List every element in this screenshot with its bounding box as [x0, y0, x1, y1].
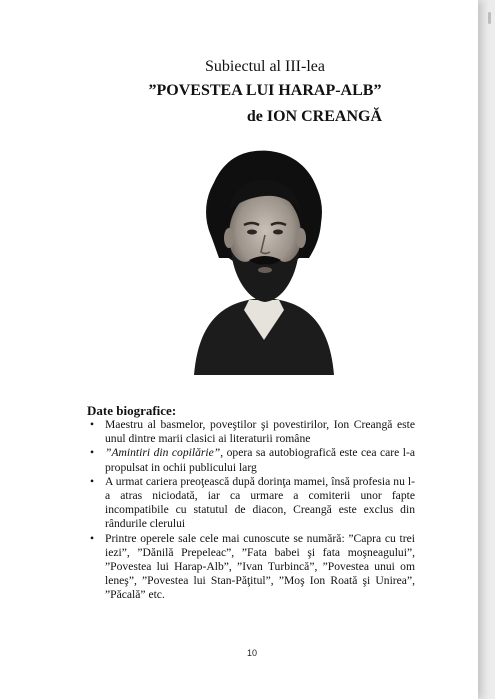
- bio-item-text: , opera sa autobiografică este cea care l-a propulsat in ochii publicului larg: [105, 446, 415, 474]
- bio-item-text: Maestru al basmelor, poveştilor şi povestirilor, Ion Creangă este unul dintre marii clasici ai literaturii române: [105, 418, 415, 446]
- bullet-icon: •: [90, 446, 95, 460]
- subject-heading: Subiectul al III-lea: [205, 58, 325, 75]
- bio-item-italic-title: ”Amintiri din copilărie”: [105, 446, 221, 460]
- bio-list: [87, 418, 415, 603]
- bullet-icon: •: [90, 418, 95, 431]
- author-portrait: [189, 140, 339, 375]
- page-number: 10: [246, 648, 257, 658]
- list-item: [87, 532, 415, 603]
- list-item: [87, 475, 415, 532]
- bio-item-text: Printre operele sale cele mai cunoscute se numără: ”Capra cu trei iezi”, ”Dănilă Prepeleac”, ”Fata babei şi fata moşneagului”, ”Povestea lui Harap-Alb”, ”Ivan Turbincă”, ”Povestea unui om leneş”, ”Povestea lui Stan-Păţitul”, ”Moş Ion Roată şi Unirea”, ”Păcală” etc.: [105, 531, 415, 602]
- bio-heading: Date biografice:: [87, 403, 177, 418]
- bullet-icon: •: [90, 531, 95, 545]
- list-item: [87, 446, 415, 474]
- bullet-icon: •: [90, 474, 95, 488]
- author-line: de ION CREANGĂ: [246, 108, 382, 125]
- list-item: [87, 418, 415, 446]
- work-title: ”POVESTEA LUI HARAP-ALB”: [148, 82, 382, 99]
- scrollbar-thumb[interactable]: [488, 12, 491, 24]
- bio-item-text: A urmat cariera preoţească după dorinţa mamei, însă profesia nu l-a atras niciodată, iar ca urmare a comiterii unor fapte incompatibile cu statutul de diacon, Creangă este exclus din rândurile clerului: [105, 474, 415, 531]
